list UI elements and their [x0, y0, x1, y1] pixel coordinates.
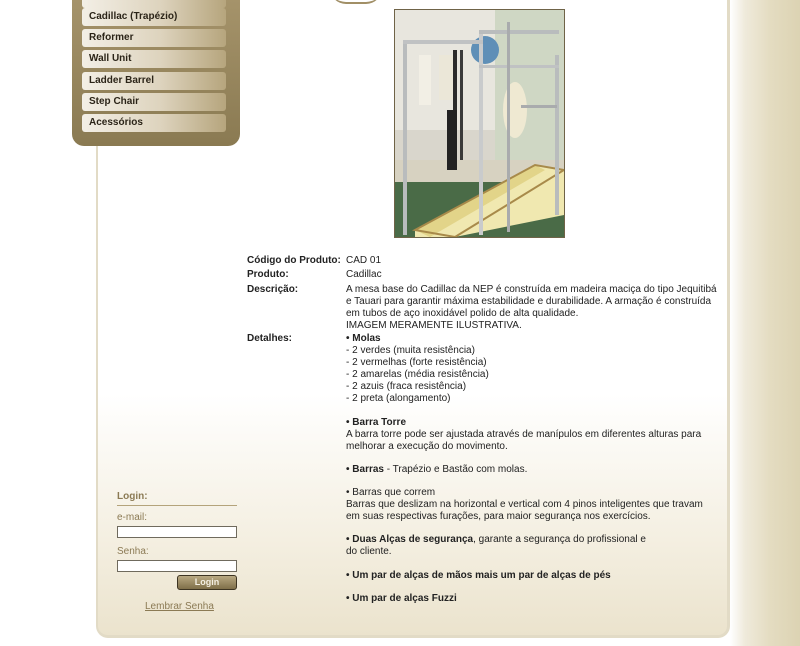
menu-item-cadillac[interactable]: Cadillac (Trapézio): [82, 8, 226, 26]
barras-correm-text: Barras que deslizam na horizontal e vertical com 4 pinos inteligentes que travam em suas respectivas furações, para maior segurança nos exercícios.: [346, 499, 703, 522]
product-value: Cadillac: [346, 269, 382, 280]
molas-item: - 2 preta (alongamento): [346, 393, 451, 404]
password-label: Senha:: [117, 545, 149, 557]
forgot-password-link[interactable]: Lembrar Senha: [145, 601, 214, 612]
email-label: e-mail:: [117, 512, 148, 523]
email-field[interactable]: [117, 526, 237, 538]
barra-torre-text: A barra torre pode ser ajustada através de manípulos em diferentes alturas para melhorar a execução do movimento.: [346, 429, 702, 452]
description-note: IMAGEM MERAMENTE ILUSTRATIVA.: [346, 320, 522, 331]
menu-item-wall-unit[interactable]: Wall Unit: [82, 50, 226, 68]
molas-item: - 2 azuis (fraca resistência): [346, 381, 467, 392]
description-text: A mesa base do Cadillac da NEP é construída em madeira maciça do tipo Jequitibá e Tauari para garantir máxima estabilidade e durabilidade. A armação é construída em tubos de aço inoxidável polido de alta qualidade.: [346, 284, 717, 319]
molas-item: - 2 vermelhas (forte resistência): [346, 357, 487, 368]
menu-item-cut-off[interactable]: [82, 0, 226, 8]
menu-item-acessorios[interactable]: Acessórios: [82, 114, 226, 132]
code-row: [247, 255, 717, 269]
code-label: Código do Produto:: [247, 255, 341, 266]
details-value: [346, 333, 717, 605]
alcas-title: • Duas Alças de segurança: [346, 534, 474, 545]
login-button[interactable]: Login: [177, 575, 237, 590]
product-label: Produto:: [247, 269, 289, 280]
product-details: [247, 255, 717, 605]
description-row: [247, 284, 717, 333]
product-row: [247, 269, 717, 284]
menu-item-step-chair[interactable]: Step Chair: [82, 93, 226, 111]
barras-title: • Barras: [346, 464, 384, 475]
description-label: Descrição:: [247, 284, 299, 295]
par-alcas-text: • Um par de alças de mãos mais um par de alças de pés: [346, 570, 611, 581]
login-form: [117, 491, 237, 587]
barras-text: - Trapézio e Bastão com molas.: [383, 464, 528, 475]
password-field[interactable]: [117, 560, 237, 572]
barras-correm-title: • Barras que correm: [346, 487, 436, 498]
cadillac-photo-illustration: [395, 10, 564, 237]
alcas-text-2: do cliente.: [346, 546, 392, 557]
product-menu: [72, 0, 240, 146]
fuzzi-text: • Um par de alças Fuzzi: [346, 593, 457, 604]
menu-item-ladder-barrel[interactable]: Ladder Barrel: [82, 72, 226, 90]
molas-item: - 2 verdes (muita resistência): [346, 345, 475, 356]
details-row: [247, 333, 717, 605]
details-label: Detalhes:: [247, 333, 293, 344]
product-photo: [394, 9, 565, 238]
barra-torre-title: • Barra Torre: [346, 417, 407, 428]
molas-item: - 2 amarelas (média resistência): [346, 369, 489, 380]
alcas-text: , garante a segurança do profissional e: [473, 534, 646, 545]
login-title: Login:: [117, 491, 237, 506]
menu-item-reformer[interactable]: Reformer: [82, 29, 226, 47]
code-value: CAD 01: [346, 255, 382, 266]
molas-title: • Molas: [346, 333, 381, 344]
description-value: [346, 284, 717, 332]
